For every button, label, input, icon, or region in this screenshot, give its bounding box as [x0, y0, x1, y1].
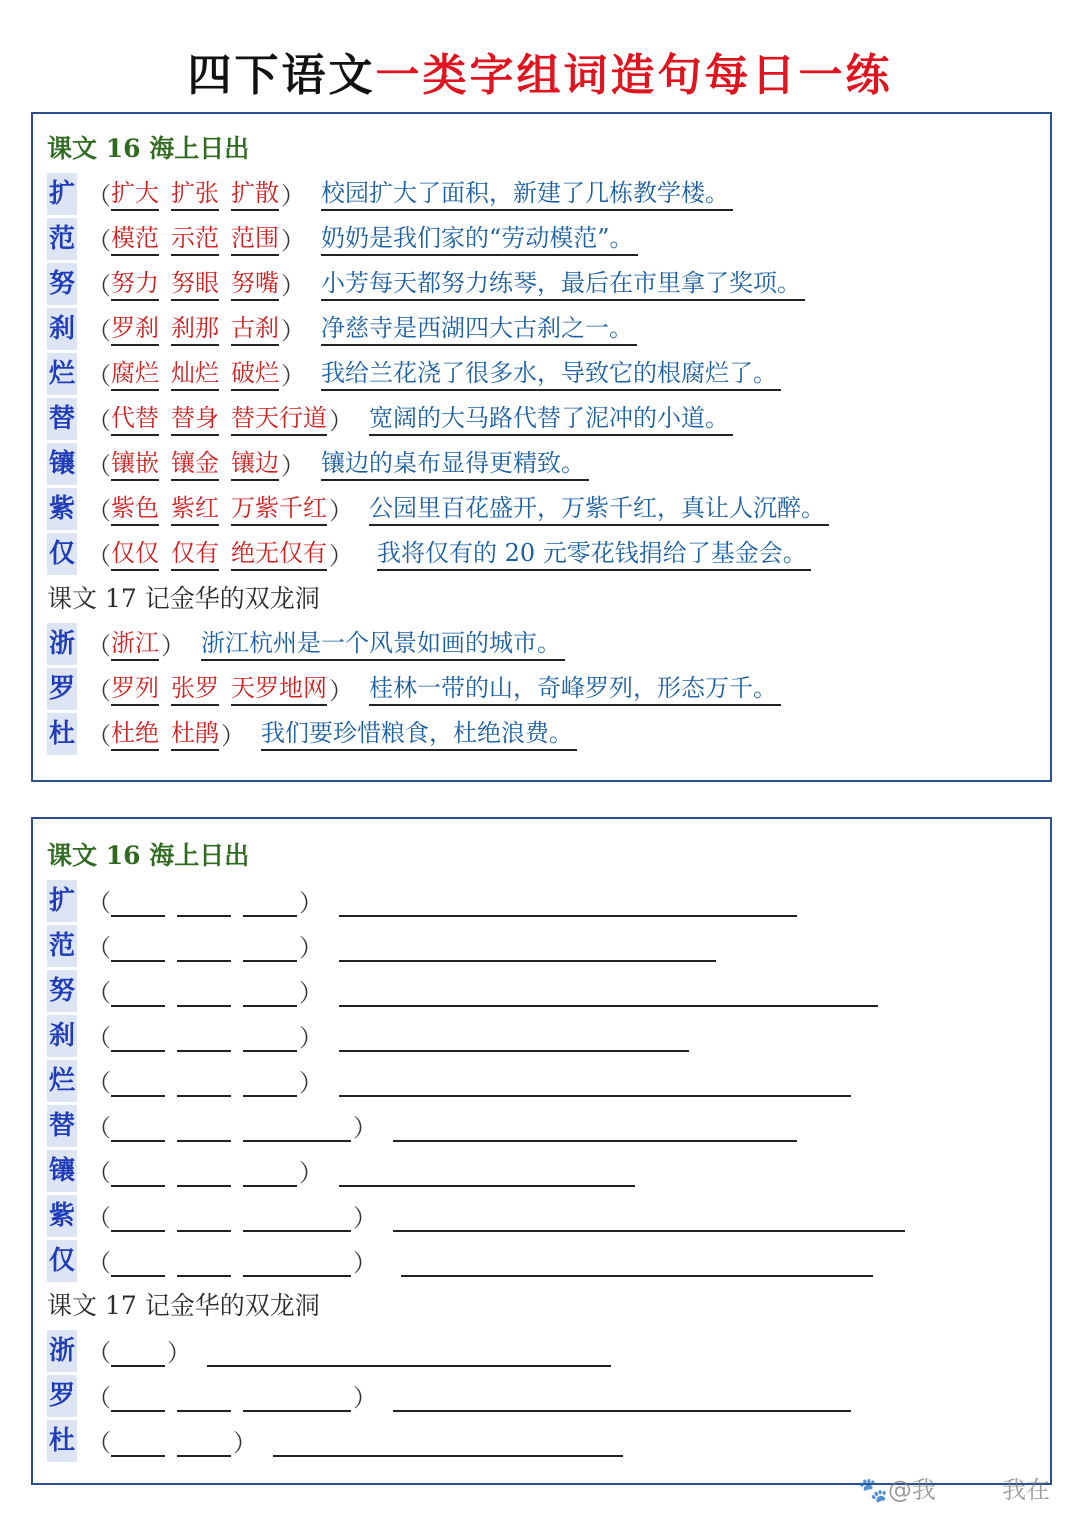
word-blank[interactable] — [111, 1425, 165, 1457]
paren-close: ） — [281, 272, 305, 300]
word-blank[interactable] — [243, 1020, 297, 1052]
word: 替身 — [171, 402, 219, 436]
char-cell: 烂 — [47, 1060, 77, 1102]
word-blank[interactable] — [243, 1155, 297, 1187]
paren-open: （ — [87, 1024, 111, 1052]
word: 天罗地网 — [231, 672, 327, 706]
paren-open: （ — [87, 632, 111, 660]
char-cell: 努 — [47, 970, 77, 1012]
lesson-16-heading: 课文 16 海上日出 — [47, 841, 250, 870]
practice-row — [47, 878, 797, 923]
example-sentence: 浙江杭州是一个风景如画的城市。 — [201, 627, 565, 661]
sentence-blank[interactable] — [339, 930, 716, 962]
word: 罗列 — [111, 672, 159, 706]
paren-open: （ — [87, 934, 111, 962]
paren-open: （ — [87, 1249, 111, 1277]
char-cell: 扩 — [47, 880, 77, 922]
word-blank[interactable] — [177, 1200, 231, 1232]
paren-open: （ — [87, 722, 111, 750]
word: 仅有 — [171, 537, 219, 571]
example-sentence: 桂林一带的山，奇峰罗列，形态万千。 — [369, 672, 781, 706]
word: 古刹 — [231, 312, 279, 346]
word: 灿烂 — [171, 357, 219, 391]
paren-open: （ — [87, 362, 111, 390]
watermark-right: 我在 — [1002, 1476, 1050, 1504]
word: 镶边 — [231, 447, 279, 481]
word: 示范 — [171, 222, 219, 256]
lesson-17-heading: 课文 17 记金华的双龙洞 — [47, 1291, 320, 1320]
answer-row — [47, 486, 829, 531]
paren-close: ） — [329, 677, 353, 705]
practice-row — [47, 1238, 873, 1283]
example-sentence: 校园扩大了面积，新建了几栋教学楼。 — [321, 177, 733, 211]
paren-close: ） — [281, 182, 305, 210]
word-blank[interactable] — [243, 930, 297, 962]
title-red: 一类字组词造句每日一练 — [375, 50, 893, 101]
word-blank[interactable] — [111, 1200, 165, 1232]
paren-close: ） — [299, 979, 323, 1007]
word-blank[interactable] — [177, 975, 231, 1007]
paren-close: ） — [281, 362, 305, 390]
sentence-blank[interactable] — [339, 1020, 689, 1052]
word-blank[interactable] — [111, 930, 165, 962]
word-blank[interactable] — [243, 1200, 351, 1232]
word: 努力 — [111, 267, 159, 301]
paren-open: （ — [87, 272, 111, 300]
answer-row — [47, 621, 565, 666]
word-blank[interactable] — [243, 1110, 351, 1142]
word-blank[interactable] — [111, 1110, 165, 1142]
paren-open: （ — [87, 1159, 111, 1187]
answer-row — [47, 711, 577, 756]
paren-close: ） — [329, 407, 353, 435]
word: 万紫千红 — [231, 492, 327, 526]
paren-open: （ — [87, 497, 111, 525]
word: 浙江 — [111, 627, 159, 661]
example-sentence: 小芳每天都努力练琴，最后在市里拿了奖项。 — [321, 267, 805, 301]
practice-row — [47, 1328, 611, 1373]
word-blank[interactable] — [177, 1020, 231, 1052]
char-cell: 努 — [47, 263, 77, 305]
paren-open: （ — [87, 1204, 111, 1232]
char-cell: 紫 — [47, 488, 77, 530]
word: 破烂 — [231, 357, 279, 391]
watermark-left: 🐾@我 — [858, 1476, 936, 1504]
paren-open: （ — [87, 677, 111, 705]
word: 范围 — [231, 222, 279, 256]
word: 腐烂 — [111, 357, 159, 391]
example-sentence: 净慈寺是西湖四大古刹之一。 — [321, 312, 637, 346]
char-cell: 浙 — [47, 1330, 77, 1372]
sentence-blank[interactable] — [401, 1245, 873, 1277]
paren-close: ） — [281, 452, 305, 480]
paren-close: ） — [329, 542, 353, 570]
char-cell: 范 — [47, 218, 77, 260]
word-blank[interactable] — [177, 1425, 231, 1457]
word: 杜绝 — [111, 717, 159, 751]
word-blank[interactable] — [243, 975, 297, 1007]
paren-open: （ — [87, 542, 111, 570]
word-blank[interactable] — [111, 1245, 165, 1277]
char-cell: 紫 — [47, 1195, 77, 1237]
practice-row — [47, 1103, 797, 1148]
word: 紫红 — [171, 492, 219, 526]
word: 镶嵌 — [111, 447, 159, 481]
paren-close: ） — [329, 497, 353, 525]
word: 替天行道 — [231, 402, 327, 436]
word-blank[interactable] — [177, 930, 231, 962]
practice-row — [47, 968, 878, 1013]
page-title — [0, 40, 1080, 112]
paren-open: （ — [87, 979, 111, 1007]
paren-close: ） — [281, 317, 305, 345]
paren-close: ） — [221, 722, 245, 750]
paren-close: ） — [161, 632, 185, 660]
paren-open: （ — [87, 1114, 111, 1142]
paren-close: ） — [353, 1249, 377, 1277]
answer-row — [47, 306, 637, 351]
word-blank[interactable] — [111, 885, 165, 917]
char-cell: 杜 — [47, 1420, 77, 1462]
sentence-blank[interactable] — [393, 1380, 851, 1412]
paren-close: ） — [353, 1204, 377, 1232]
word-blank[interactable] — [111, 1335, 165, 1367]
char-cell: 镶 — [47, 443, 77, 485]
char-cell: 扩 — [47, 173, 77, 215]
example-sentence: 我将仅有的 20 元零花钱捐给了基金会。 — [377, 537, 811, 571]
word-blank[interactable] — [111, 1065, 165, 1097]
paren-open: （ — [87, 227, 111, 255]
word-blank[interactable] — [177, 885, 231, 917]
answer-row — [47, 351, 781, 396]
word: 紫色 — [111, 492, 159, 526]
answer-row — [47, 666, 781, 711]
word: 张罗 — [171, 672, 219, 706]
word-blank[interactable] — [111, 975, 165, 1007]
char-cell: 烂 — [47, 353, 77, 395]
answer-row — [47, 531, 811, 576]
sentence-blank[interactable] — [393, 1200, 905, 1232]
char-cell: 浙 — [47, 623, 77, 665]
sentence-blank[interactable] — [273, 1425, 623, 1457]
example-sentence: 公园里百花盛开，万紫千红，真让人沉醉。 — [369, 492, 829, 526]
practice-row — [47, 923, 716, 968]
paren-close: ） — [167, 1339, 191, 1367]
word-blank[interactable] — [243, 1245, 351, 1277]
lesson-16-heading: 课文 16 海上日出 — [47, 134, 250, 163]
example-sentence: 宽阔的大马路代替了泥冲的小道。 — [369, 402, 733, 436]
answer-row — [47, 261, 805, 306]
char-cell: 刹 — [47, 1015, 77, 1057]
practice-row — [47, 1373, 851, 1418]
answer-row — [47, 171, 733, 216]
word: 刹那 — [171, 312, 219, 346]
practice-row — [47, 1418, 623, 1463]
char-cell: 镶 — [47, 1150, 77, 1192]
word: 扩大 — [111, 177, 159, 211]
word: 代替 — [111, 402, 159, 436]
sentence-blank[interactable] — [339, 885, 797, 917]
char-cell: 替 — [47, 1105, 77, 1147]
practice-row — [47, 1058, 851, 1103]
answer-row — [47, 396, 733, 441]
practice-row — [47, 1148, 635, 1193]
word-blank[interactable] — [177, 1380, 231, 1412]
sentence-blank[interactable] — [339, 1155, 635, 1187]
word: 努眼 — [171, 267, 219, 301]
sentence-blank[interactable] — [339, 975, 878, 1007]
answer-row — [47, 216, 638, 261]
answer-box — [31, 112, 1052, 782]
word: 罗刹 — [111, 312, 159, 346]
paren-close: ） — [233, 1429, 257, 1457]
lesson-17-heading: 课文 17 记金华的双龙洞 — [47, 584, 320, 613]
sentence-blank[interactable] — [393, 1110, 797, 1142]
word-blank[interactable] — [177, 1245, 231, 1277]
sentence-blank[interactable] — [339, 1065, 851, 1097]
char-cell: 刹 — [47, 308, 77, 350]
char-cell: 杜 — [47, 713, 77, 755]
word-blank[interactable] — [111, 1155, 165, 1187]
char-cell: 罗 — [47, 668, 77, 710]
paren-open: （ — [87, 1069, 111, 1097]
word: 扩散 — [231, 177, 279, 211]
word: 努嘴 — [231, 267, 279, 301]
word: 镶金 — [171, 447, 219, 481]
char-cell: 罗 — [47, 1375, 77, 1417]
paren-open: （ — [87, 452, 111, 480]
paren-close: ） — [299, 1069, 323, 1097]
answer-row — [47, 441, 589, 486]
char-cell: 替 — [47, 398, 77, 440]
example-sentence: 我给兰花浇了很多水，导致它的根腐烂了。 — [321, 357, 781, 391]
word-blank[interactable] — [111, 1380, 165, 1412]
paren-open: （ — [87, 407, 111, 435]
example-sentence: 奶奶是我们家的“劳动模范”。 — [321, 222, 638, 256]
word: 仅仅 — [111, 537, 159, 571]
practice-box — [31, 817, 1052, 1485]
sentence-blank[interactable] — [207, 1335, 611, 1367]
paren-close: ） — [299, 934, 323, 962]
word: 扩张 — [171, 177, 219, 211]
paren-close: ） — [299, 1024, 323, 1052]
paren-close: ） — [353, 1114, 377, 1142]
paren-open: （ — [87, 1429, 111, 1457]
word-blank[interactable] — [243, 1065, 297, 1097]
paren-close: ） — [281, 227, 305, 255]
char-cell: 范 — [47, 925, 77, 967]
word: 杜鹃 — [171, 717, 219, 751]
word: 绝无仅有 — [231, 537, 327, 571]
word: 模范 — [111, 222, 159, 256]
practice-row — [47, 1013, 689, 1058]
example-sentence: 镶边的桌布显得更精致。 — [321, 447, 589, 481]
paren-close: ） — [299, 1159, 323, 1187]
paren-open: （ — [87, 889, 111, 917]
char-cell: 仅 — [47, 533, 77, 575]
paren-open: （ — [87, 1384, 111, 1412]
word-blank[interactable] — [243, 885, 297, 917]
paren-open: （ — [87, 317, 111, 345]
word-blank[interactable] — [177, 1110, 231, 1142]
paren-open: （ — [87, 182, 111, 210]
paren-close: ） — [299, 889, 323, 917]
title-black: 四下语文 — [187, 50, 376, 101]
word-blank[interactable] — [111, 1020, 165, 1052]
word-blank[interactable] — [243, 1380, 351, 1412]
char-cell: 仅 — [47, 1240, 77, 1282]
paren-open: （ — [87, 1339, 111, 1367]
example-sentence: 我们要珍惜粮食，杜绝浪费。 — [261, 717, 577, 751]
practice-row — [47, 1193, 905, 1238]
word-blank[interactable] — [177, 1065, 231, 1097]
paren-close: ） — [353, 1384, 377, 1412]
word-blank[interactable] — [177, 1155, 231, 1187]
